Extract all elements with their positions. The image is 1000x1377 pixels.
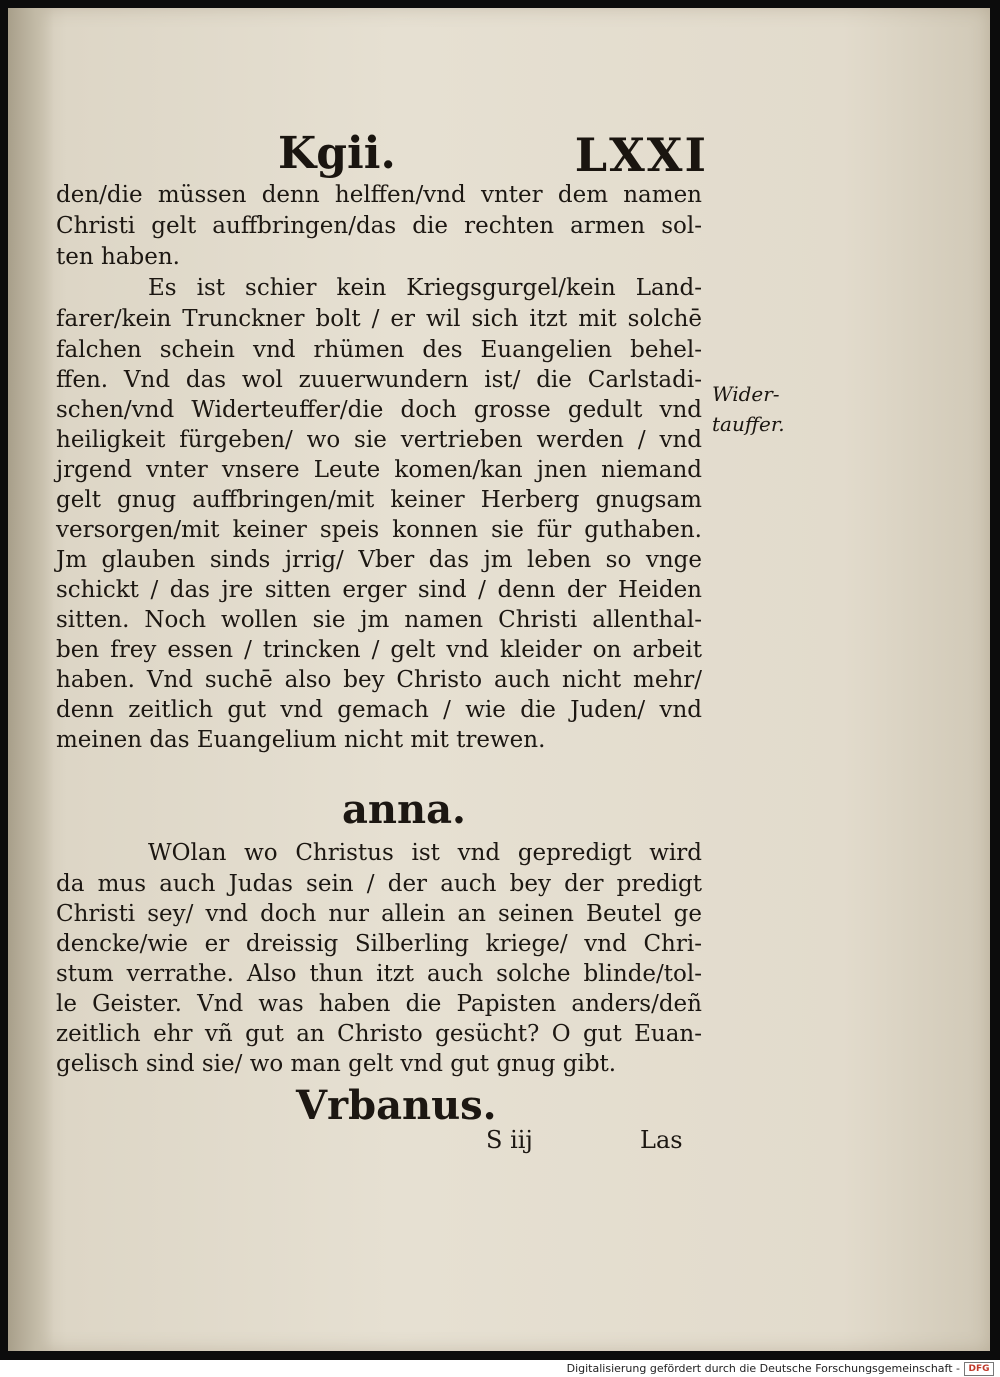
text-line: den/die müssen denn helffen/vnd vnter dem namen [56, 182, 702, 208]
text-line: heiligkeit fürgeben/ wo sie vertrieben werden / vnd [56, 427, 702, 453]
speaker-heading: anna. [342, 786, 466, 833]
dfg-logo: DFG [964, 1362, 994, 1376]
marginal-note-line: tauffer. [712, 412, 785, 436]
header-folio: LXXI [574, 128, 708, 182]
text-line: meinen das Euangelium nicht mit trewen. [56, 727, 546, 753]
text-line: farer/kein Trunckner bolt / er wil sich itzt mit solchē [56, 306, 702, 332]
text-line: da mus auch Judas sein / der auch bey der predigt [56, 871, 702, 897]
signature-mark: S iij [486, 1126, 533, 1154]
text-line: schickt / das jre sitten erger sind / denn der Heiden [56, 577, 702, 603]
text-line: gelisch sind sie/ wo man gelt vnd gut gnug gibt. [56, 1051, 617, 1077]
text-line: Jm glauben sinds jrrig/ Vber das jm leben so vnge [56, 547, 702, 573]
text-line: gelt gnug auffbringen/mit keiner Herberg gnugsam [56, 487, 702, 513]
footer-bar [0, 1360, 1000, 1377]
text-line: haben. Vnd suchē also bey Christo auch nicht mehr/ [56, 667, 702, 693]
page-header [278, 128, 708, 180]
text-line: falchen schein vnd rhümen des Euangelien behel- [56, 337, 702, 363]
text-line: Christi gelt auffbringen/das die rechten armen sol- [56, 213, 702, 239]
text-line: Christi sey/ vnd doch nur allein an seinen Beutel ge [56, 901, 702, 927]
text-line: stum verrathe. Also thun itzt auch solche blinde/tol- [56, 961, 702, 987]
text-line: schen/vnd Widerteuffer/die doch grosse gedult vnd [56, 397, 702, 423]
text-line: versorgen/mit keiner speis konnen sie für guthaben. [56, 517, 702, 543]
marginal-note-line: Wider- [712, 382, 780, 406]
footer-text: Digitalisierung gefördert durch die Deutsche Forschungsgemeinschaft - [566, 1362, 960, 1375]
text-line: jrgend vnter vnsere Leute komen/kan jnen niemand [56, 457, 702, 483]
text-line: ffen. Vnd das wol zuuerwundern ist/ die Carlstadi- [56, 367, 702, 393]
text-line: le Geister. Vnd was haben die Papisten anders/deñ [56, 991, 702, 1017]
header-signature: Kgii. [278, 128, 396, 179]
speaker-heading: Vrbanus. [296, 1082, 497, 1129]
text-line: dencke/wie er dreissig Silberling kriege/ vnd Chri- [56, 931, 702, 957]
text-line: Es ist schier kein Kriegsgurgel/kein Land- [148, 275, 702, 301]
page-spine-shadow [8, 8, 54, 1351]
text-line: ten haben. [56, 244, 180, 270]
text-line: ben frey essen / trincken / gelt vnd kleider on arbeit [56, 637, 702, 663]
text-line: sitten. Noch wollen sie jm namen Christi allenthal- [56, 607, 702, 633]
catchword: Las [640, 1126, 683, 1154]
text-line: denn zeitlich gut vnd gemach / wie die Juden/ vnd [56, 697, 702, 723]
text-line: zeitlich ehr vñ gut an Christo gesücht? O gut Euan- [56, 1021, 702, 1047]
text-line: WOlan wo Christus ist vnd gepredigt wird [148, 840, 702, 866]
